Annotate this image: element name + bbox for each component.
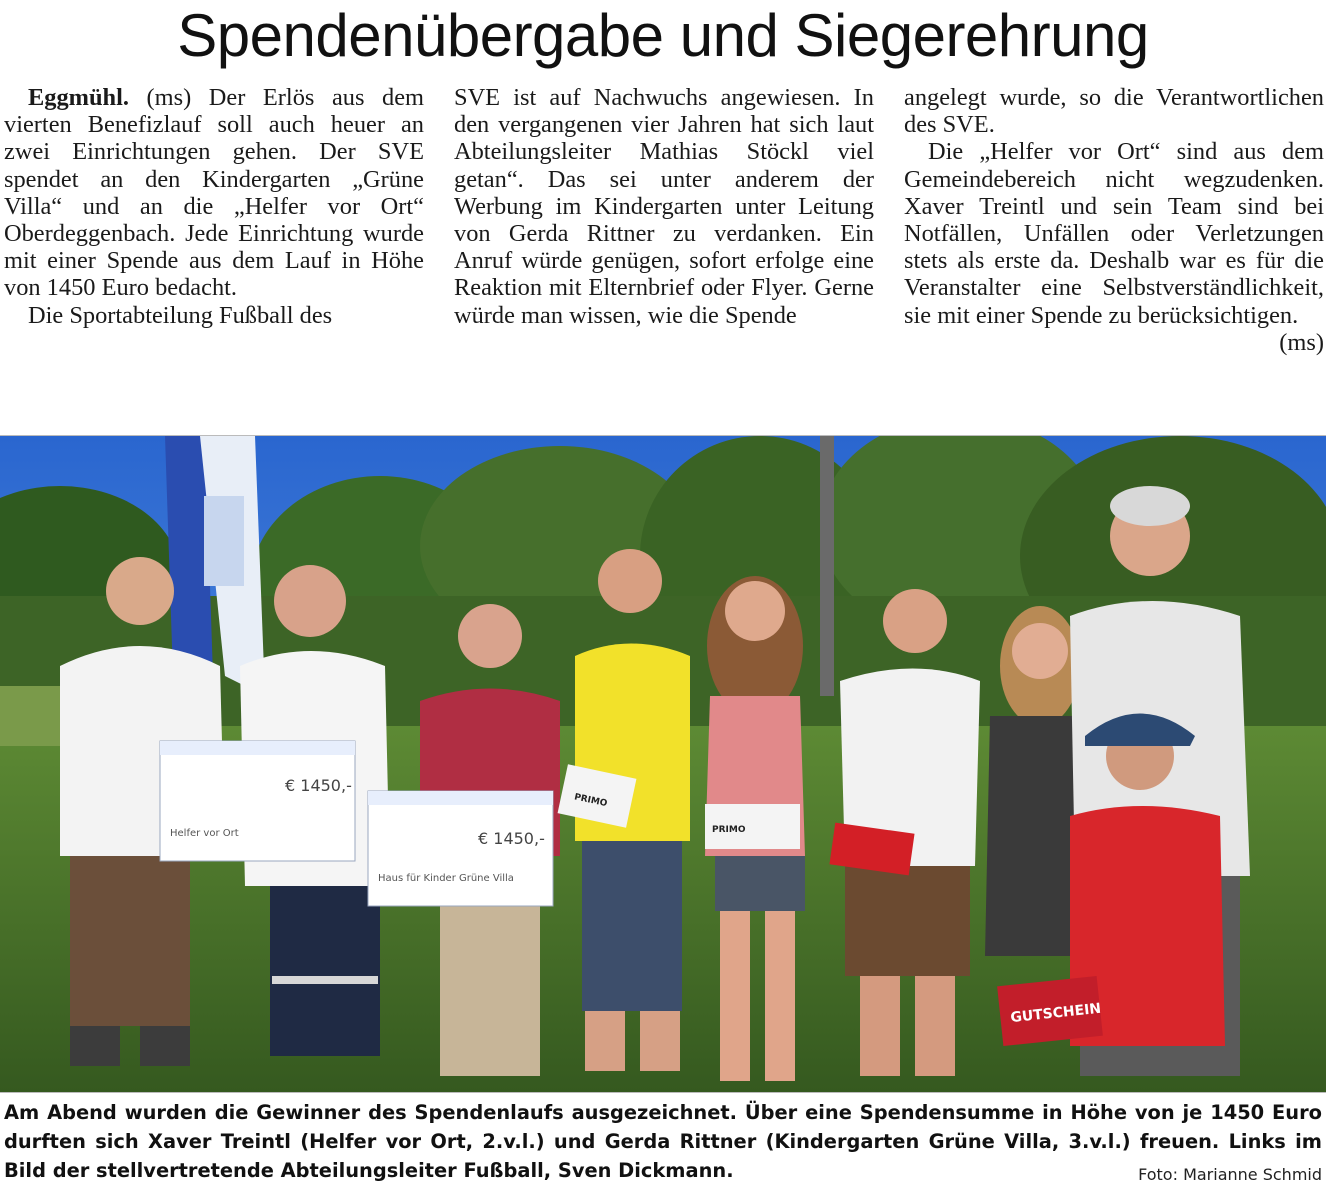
headline: Spendenübergabe und Siegerehrung bbox=[177, 2, 1149, 69]
envelope-label-1: PRIMO bbox=[573, 792, 609, 810]
article-body bbox=[4, 84, 1324, 384]
photo-caption: Am Abend wurden die Gewinner des Spendenlaufs ausgezeichnet. Über eine Spendensumme in Höhe von je 1450 Euro durften sich Xaver Treintl (Helfer vor Ort, 2.v.l.) und Gerda Rittner (Kindergarten Grüne Villa, 3.v.l.) freuen. Links im Bild der stellvertretende Abteilungsleiter Fußball, Sven Dickmann. bbox=[4, 1101, 1322, 1182]
pole bbox=[820, 436, 834, 696]
cheque-2[interactable] bbox=[368, 791, 553, 906]
photo-illustration bbox=[0, 436, 1326, 1092]
article-paragraph: angelegt wurde, so die Verantwortlichen des SVE. bbox=[904, 84, 1324, 139]
paragraph-text: Die „Helfer vor Ort“ sind aus dem Gemeindebereich nicht wegzudenken. Xaver Treintl und sein Team sind bei Notfällen, Unfällen oder Verletzungen stets als erste da. Deshalb war es für die Veranstalter eine Selbstverständlichkeit, sie mit einer Spende zu berücksichtigen. bbox=[904, 138, 1324, 329]
photo-credit: Foto: Marianne Schmid bbox=[1138, 1165, 1322, 1184]
paragraph-text: (ms) Der Erlös aus dem vierten Benefizlauf soll auch heuer an zwei Einrichtungen gehen. Der SVE spendet an den Kindergarten „Grüne Villa“ und an die „Helfer vor Ort“ Oberdeggenbach. Jede Einrichtung wurde mit einer Spende aus dem Lauf in Höhe von 1450 Euro bedacht. bbox=[4, 84, 424, 302]
dateline: Eggmühl. bbox=[28, 84, 129, 111]
voucher-label: GUTSCHEIN bbox=[1009, 1000, 1102, 1027]
envelope-2[interactable] bbox=[705, 804, 800, 849]
article-paragraph bbox=[904, 138, 1324, 356]
news-photo bbox=[0, 435, 1326, 1093]
cheque-payee-1: Helfer vor Ort bbox=[170, 828, 239, 839]
article-column-1 bbox=[4, 84, 424, 384]
cheque-amount-2: € 1450,- bbox=[478, 829, 545, 848]
article-column-2 bbox=[454, 84, 874, 384]
author-sign: (ms) bbox=[1279, 328, 1324, 356]
article-paragraph bbox=[4, 84, 424, 302]
cheque-amount-1: € 1450,- bbox=[285, 776, 352, 795]
voucher[interactable] bbox=[997, 976, 1103, 1046]
article-column-3 bbox=[904, 84, 1324, 384]
article-paragraph: Die Sportabteilung Fußball des bbox=[28, 301, 333, 329]
envelope-label-2: PRIMO bbox=[712, 825, 746, 835]
article-paragraph: SVE ist auf Nachwuchs angewiesen. In den vergangenen vier Jahren hat sich laut Abteilungsleiter Mathias Stöckl viel getan“. Das sei unter anderem der Werbung im Kindergarten unter Leitung von Gerda Rittner zu verdanken. Ein Anruf würde genügen, sofort erfolge eine Reaktion mit Elternbrief oder Flyer. Gerne würde man wissen, wie die Spende bbox=[454, 84, 874, 329]
cheque-1[interactable] bbox=[160, 741, 355, 861]
cheque-payee-2: Haus für Kinder Grüne Villa bbox=[378, 873, 514, 884]
